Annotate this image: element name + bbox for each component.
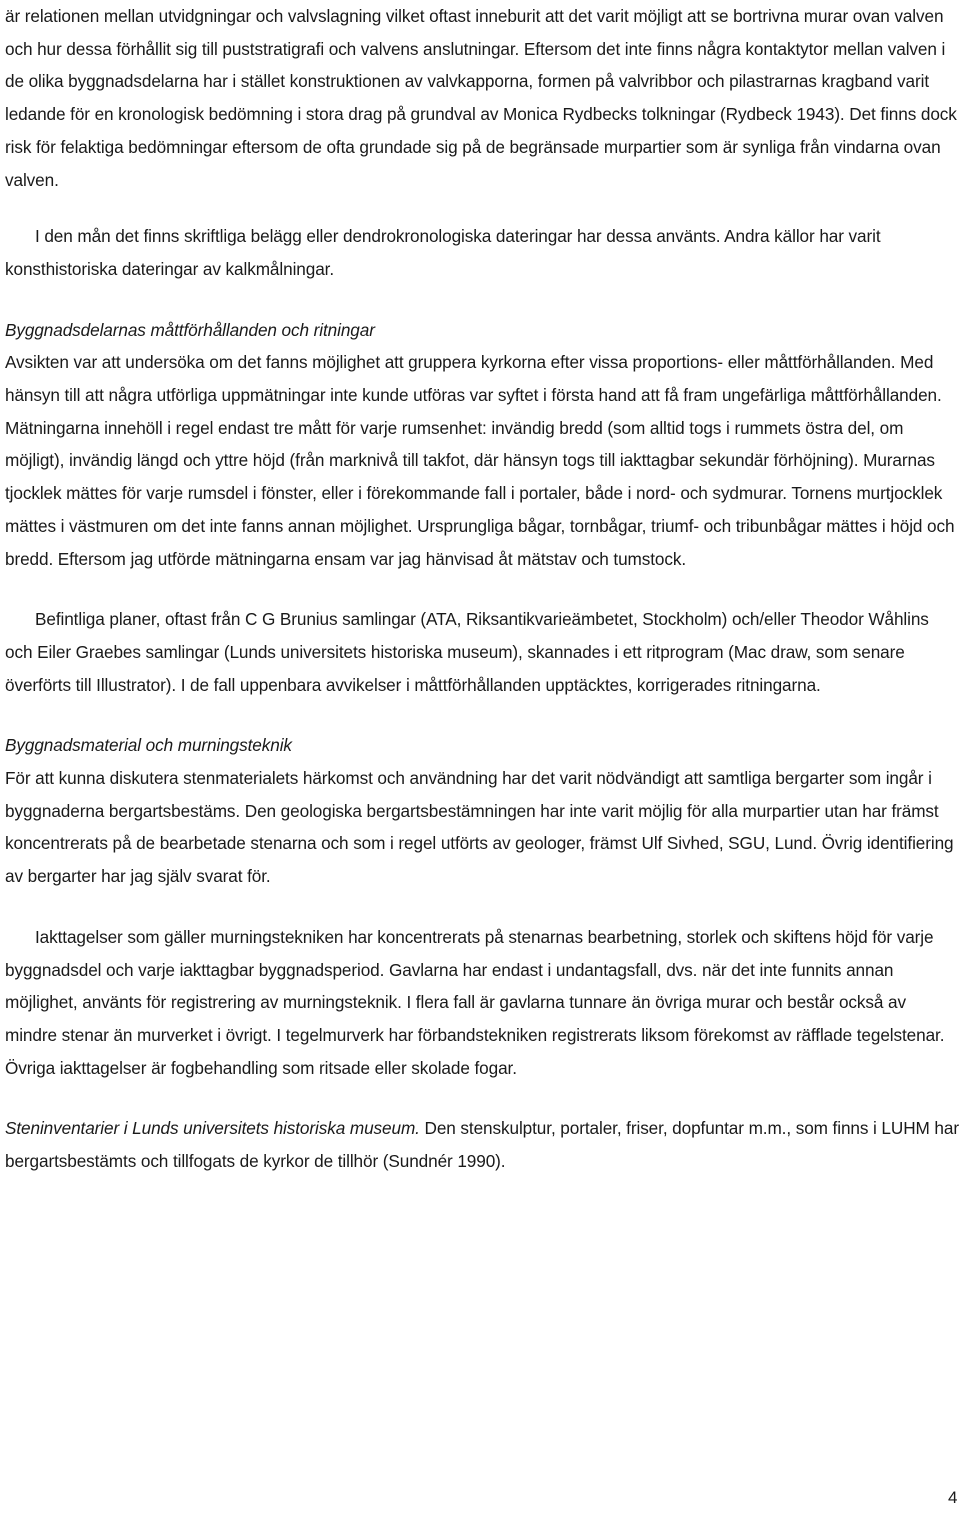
paragraph-murningsteknik: Iakttagelser som gäller murningstekniken har koncentrerats på stenarnas bearbetning, storlek och skiftens höjd för varje byggnadsdel och varje iakttagbar byggnadsperiod. Gavlarna har endast i undantagsfall, dvs. när det inte funnits annan möjlighet, använts för registrering av murningsteknik. I flera fall är gavlarna tunnare än övriga murar och består också av mindre stenar än murverket i övrigt. I tegelmurverk har förbandstekniken registrerats liksom förekomst av räfflade tegelstenar. Övriga iakttagelser är fogbehandling som ritsade eller skolade fogar.	[5, 926, 945, 1078]
paragraph-bergartsbestamning: För att kunna diskutera stenmaterialets härkomst och användning har det varit nödvändigt att samtliga bergarter som ingår i byggnaderna bergartsbestäms. Den geologiska bergartsbestämningen har inte varit möjlig för alla murpartier utan har främst koncentrerats på de bearbetade stenarna och som i regel utförts av geologer, främst Ulf Sivhed, SGU, Lund. Övrig identifiering av bergarter har jag själv svarat för.	[5, 768, 954, 887]
paragraph-steninventarier	[5, 1112, 960, 1177]
section-heading-mattforhallanden: Byggnadsdelarnas måttförhållanden och ritningar	[5, 319, 375, 340]
paragraph-befintliga-planer: Befintliga planer, oftast från C G Brunius samlingar (ATA, Riksantikvarieämbetet, Stockholm) och/eller Theodor Wåhlins och Eiler Graebes samlingar (Lunds universitets historiska museum), skannades i ett ritprogram (Mac draw, som senare överförts till Illustrator). I de fall uppenbara avvikelser i måttförhållanden upptäcktes, korrigerades ritningarna.	[5, 609, 929, 695]
steninventarier-text: Den stenskulptur, portaler, friser, dopfuntar m.m., som finns i LUHM har bergartsbestämts och tillfogats de kyrkor de tillhör (Sundnér 1990).	[5, 1118, 959, 1172]
document-page	[5, 0, 960, 1178]
section-heading-byggnadsmaterial: Byggnadsmaterial och murningsteknik	[5, 735, 292, 756]
paragraph-skriftliga-belagg: I den mån det finns skriftliga belägg eller dendrokronologiska dateringar har dessa använts. Andra källor har varit konsthistoriska dateringar av kalkmålningar.	[5, 226, 881, 279]
paragraph-matningar: Avsikten var att undersöka om det fanns möjlighet att gruppera kyrkorna efter vissa proportions- eller måttförhållanden. Med hänsyn till att några utförliga uppmätningar inte kunde utföras var syftet i första hand att få fram ungefärliga måttförhållanden. Mätningarna innehöll i regel endast tre mått för varje rumsenhet: invändig bredd (som alltid togs i rummets östra del, om möjligt), invändig längd och yttre höjd (från marknivå till takfot, där hänsyn togs till iakttagbar sekundär förhöjning). Murarnas tjocklek mättes för varje rumsdel i fönster, eller i förekommande fall i portaler, både i nord- och sydmurar. Tornens murtjocklek mättes i västmuren om det inte fanns annan möjlighet. Ursprungliga bågar, tornbågar, triumf- och tribunbågar mättes i höjd och bredd. Eftersom jag utförde mätningarna ensam var jag hänvisad åt mätstav och tumstock.	[5, 352, 955, 569]
paragraph-datering-valv: är relationen mellan utvidgningar och valvslagning vilket oftast inneburit att det varit möjligt att se bortrivna murar ovan valven och hur dessa förhållit sig till puststratigrafi och valvens anslutningar. Eftersom det inte finns några kontaktytor mellan valven i de olika byggnadsdelarna har i stället konstruktionen av valvkapporna, formen på valvribbor och pilastrarnas kragband varit ledande för en kronologisk bedömning i stora drag på grundval av Monica Rydbecks tolkningar (Rydbeck 1943). Det finns dock risk för felaktiga bedömningar eftersom de ofta grundade sig på de begränsade murpartier som är synliga från vindarna ovan valven.	[5, 6, 957, 190]
page-number: 4	[948, 1488, 958, 1507]
steninventarier-heading: Steninventarier i Lunds universitets historiska museum.	[5, 1118, 420, 1139]
